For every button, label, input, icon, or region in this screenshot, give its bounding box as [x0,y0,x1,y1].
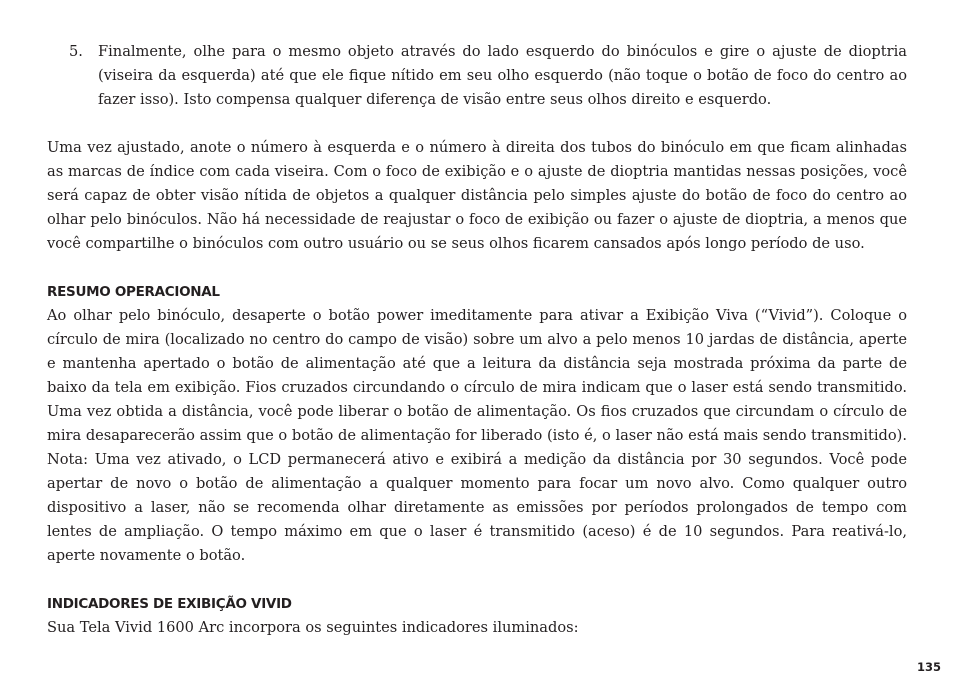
paragraph-resumo-operacional: Ao olhar pelo binóculo, desaperte o botão power imeditamente para ativar a Exibição Viva (“Vivid”). Coloque o círculo de mira (localizado no centro do campo de visão) sobre um alvo a pelo menos 10 jardas de distância, aperte e mantenha apertado o botão de alimentação até que a leitura da distância seja mostrada próxima da parte de baixo da tela em exibição. Fios cruzados circundando o círculo de mira indicam que o laser está sendo transmitido. Uma vez obtida a distância, você pode liberar o botão de alimentação. Os fios cruzados que circundam o círculo de mira desaparecerão assim que o botão de alimentação for liberado (isto é, o laser não está mais sendo transmitido). Nota: Uma vez ativado, o LCD permanecerá ativo e exibirá a medição da distância por 30 segundos. Você pode apertar de novo o botão de alimentação a qualquer momento para focar um novo alvo. Como qualquer outro dispositivo a laser, não se recomenda olhar diretamente as emissões por períodos prolongados de tempo com lentes de ampliação. O tempo máximo em que o laser é transmitido (aceso) é de 10 segundos. Para reativá-lo, aperte novamente o botão. [47,307,907,564]
spacer [47,568,907,592]
page-number: 135 [916,660,941,674]
paragraph-adjustment: Uma vez ajustado, anote o número à esquerda e o número à direita dos tubos do binóculo em que ficam alinhadas as marcas de índice com cada viseira. Com o foco de exibição e o ajuste de dioptria mantidas nessas posições, você será capaz de obter visão nítida de objetos a qualquer distância pelo simples ajuste do botão de foco do centro ao olhar pelo binóculos. Não há necessidade de reajustar o foco de exibição ou fazer o ajuste de dioptria, a menos que você compartilhe o binóculos com outro usuário ou se seus olhos ficarem cansados após longo período de uso. [47,139,907,252]
heading-resumo-operacional: RESUMO OPERACIONAL [47,284,220,300]
spacer [47,256,907,280]
heading-indicadores-vivid: INDICADORES DE EXIBIÇÃO VIVID [47,596,292,612]
paragraph-indicadores-vivid: Sua Tela Vivid 1600 Arc incorpora os seguintes indicadores iluminados: [47,619,579,636]
step-text: Finalmente, olhe para o mesmo objeto através do lado esquerdo do binóculos e gire o ajuste de dioptria (viseira da esquerda) até que ele fique nítido em seu olho esquerdo (não toque o botão de foco do centro ao fazer isso). Isto compensa qualquer diferença de visão entre seus olhos direito e esquerdo. [98,43,907,108]
step-number: 5. [69,43,83,60]
step-5 [47,40,907,112]
page-content [47,40,907,640]
